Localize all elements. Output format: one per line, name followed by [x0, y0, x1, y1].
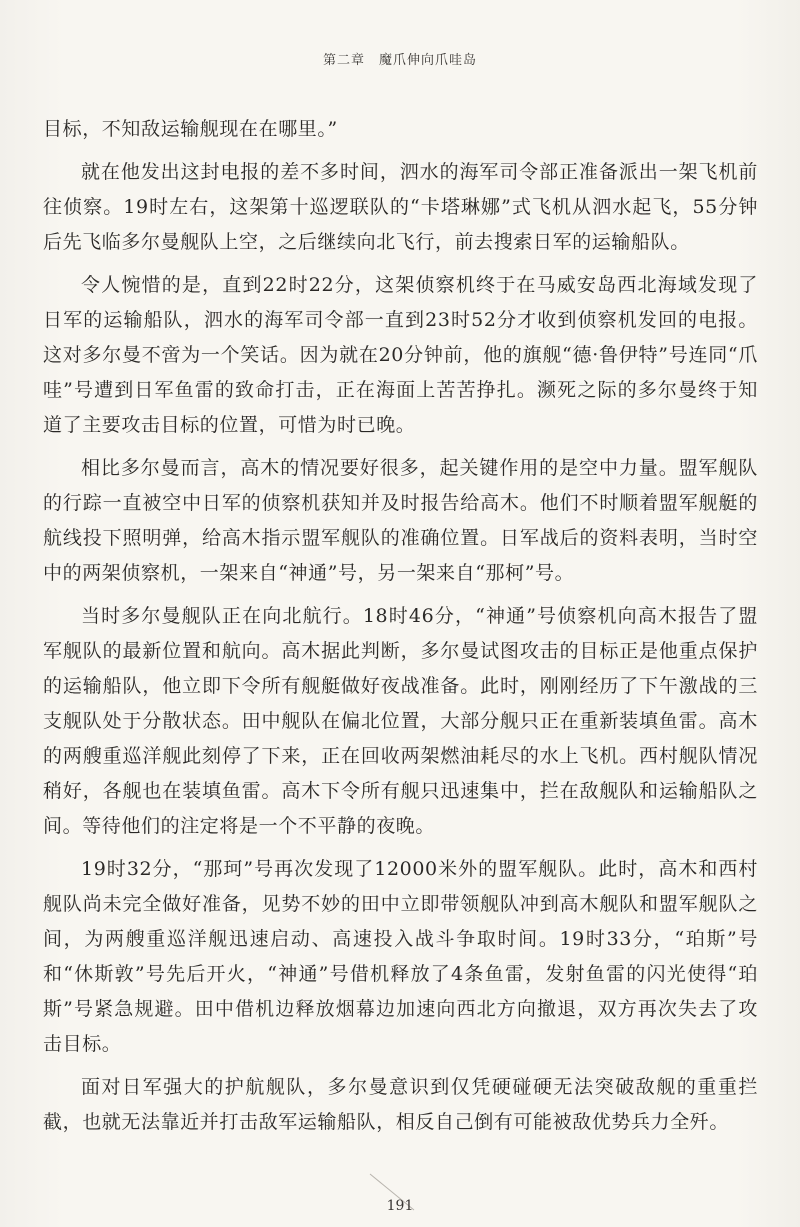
paragraph: 相比多尔曼而言，高木的情况要好很多，起关键作用的是空中力量。盟军舰队的行踪一直被空中日军的侦察机获知并及时报告给高木。他们不时顺着盟军舰艇的航线投下照明弹，给高木指示盟军舰队的准确位置。日军战后的资料表明，当时空中的两架侦察机，一架来自“神通”号，另一架来自“那柯”号。	[43, 457, 758, 584]
paragraph: 当时多尔曼舰队正在向北航行。18时46分，“神通”号侦察机向高木报告了盟军舰队的最新位置和航向。高木据此判断，多尔曼试图攻击的目标正是他重点保护的运输船队，他立即下令所有舰艇做好夜战准备。此时，刚刚经历了下午激战的三支舰队处于分散状态。田中舰队在偏北位置，大部分舰只正在重新装填鱼雷。高木的两艘重巡洋舰此刻停了下来，正在回收两架燃油耗尽的水上飞机。西村舰队情况稍好，各舰也在装填鱼雷。高木下令所有舰只迅速集中，拦在敌舰队和运输船队之间。等待他们的注定将是一个不平静的夜晚。	[43, 605, 758, 837]
paragraph: 面对日军强大的护航舰队，多尔曼意识到仅凭硬碰硬无法突破敌舰的重重拦截，也就无法靠近并打击敌军运输船队，相反自己倒有可能被敌优势兵力全歼。	[43, 1076, 758, 1133]
page-number: 191	[386, 1198, 414, 1214]
paragraph-continuation: 目标，不知敌运输舰现在在哪里。”	[43, 118, 338, 140]
body-text	[43, 112, 758, 1148]
paragraph: 令人惋惜的是，直到22时22分，这架侦察机终于在马威安岛西北海域发现了日军的运输船队，泗水的海军司令部一直到23时52分才收到侦察机发回的电报。这对多尔曼不啻为一个笑话。因为就在20分钟前，他的旗舰“德·鲁伊特”号连同“爪哇”号遭到日军鱼雷的致命打击，正在海面上苦苦挣扎。濒死之际的多尔曼终于知道了主要攻击目标的位置，可惜为时已晚。	[43, 274, 758, 436]
paragraph: 就在他发出这封电报的差不多时间，泗水的海军司令部正准备派出一架飞机前往侦察。19时左右，这架第十巡逻联队的“卡塔琳娜”式飞机从泗水起飞，55分钟后先飞临多尔曼舰队上空，之后继续向北飞行，前去搜索日军的运输船队。	[43, 161, 758, 253]
paragraph: 19时32分，“那珂”号再次发现了12000米外的盟军舰队。此时，高木和西村舰队尚未完全做好准备，见势不妙的田中立即带领舰队冲到高木舰队和盟军舰队之间，为两艘重巡洋舰迅速启动、高速投入战斗争取时间。19时33分，“珀斯”号和“休斯敦”号先后开火，“神通”号借机释放了4条鱼雷，发射鱼雷的闪光使得“珀斯”号紧急规避。田中借机边释放烟幕边加速向西北方向撤退，双方再次失去了攻击目标。	[43, 858, 758, 1055]
running-head: 第二章 魔爪伸向爪哇岛	[322, 53, 477, 68]
